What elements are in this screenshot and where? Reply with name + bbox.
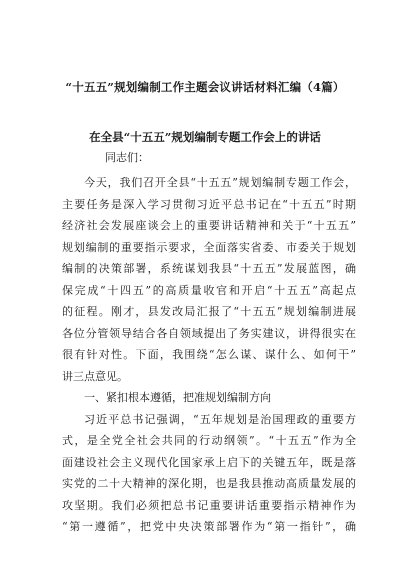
paragraph-line: 编制的决策部署，系统谋划我县“十五五”发展蓝图，确: [62, 262, 356, 275]
paragraph-line: 今天，我们召开全县“十五五”规划编制专题工作会，: [84, 176, 356, 189]
paragraph-line: 的征程。刚才，县发改局汇报了“十五五”规划编制进展: [62, 305, 356, 318]
paragraph-line: 保完成“十四五”的高质量收官和开启“十五五”高起点: [62, 283, 356, 297]
paragraph-line: “第一遵循”，把党中央决策部署作为“第一指针”，确: [62, 520, 356, 533]
paragraph-line: 讲三点意见。: [62, 369, 128, 383]
paragraph-line: 式，是全党全社会共同的行动纲领”。“十五五”作为全: [62, 434, 356, 447]
paragraph-line: 面建设社会主义现代化国家承上启下的关键五年，既是落: [62, 455, 356, 469]
body-text: [62, 172, 356, 538]
document-title: “十五五”规划编制工作主题会议讲话材料汇编（4篇）: [65, 80, 345, 94]
section-heading: 一、紧扣根本遵循，把准规划编制方向: [84, 391, 271, 404]
paragraph-line: 攻坚期。我们必须把总书记重要讲话重要指示精神作为: [62, 498, 356, 512]
paragraph-line: 实党的二十大精神的深化期，也是我县推动高质量发展的: [62, 477, 356, 490]
paragraph-line: 主要任务是深入学习贯彻习近平总书记在“十五五”时期: [62, 197, 356, 211]
paragraph-line: 很有针对性。下面，我围绕“怎么谋、谋什么、如何干”: [62, 348, 356, 361]
paragraph-line: 习近平总书记强调，“五年规划是治国理政的重要方: [84, 412, 356, 426]
speech-title: 在全县“十五五”规划编制专题工作会上的讲话: [89, 130, 321, 144]
paragraph-line: 规划编制的重要指示要求，全面落实省委、市委关于规划: [62, 240, 356, 254]
paragraph-line: 经济社会发展座谈会上的重要讲话精神和关于“十五五”: [62, 219, 356, 232]
salutation: 同志们：: [105, 151, 149, 164]
paragraph-line: 各位分管领导结合各自领域提出了务实建议，讲得很实在: [62, 326, 356, 340]
